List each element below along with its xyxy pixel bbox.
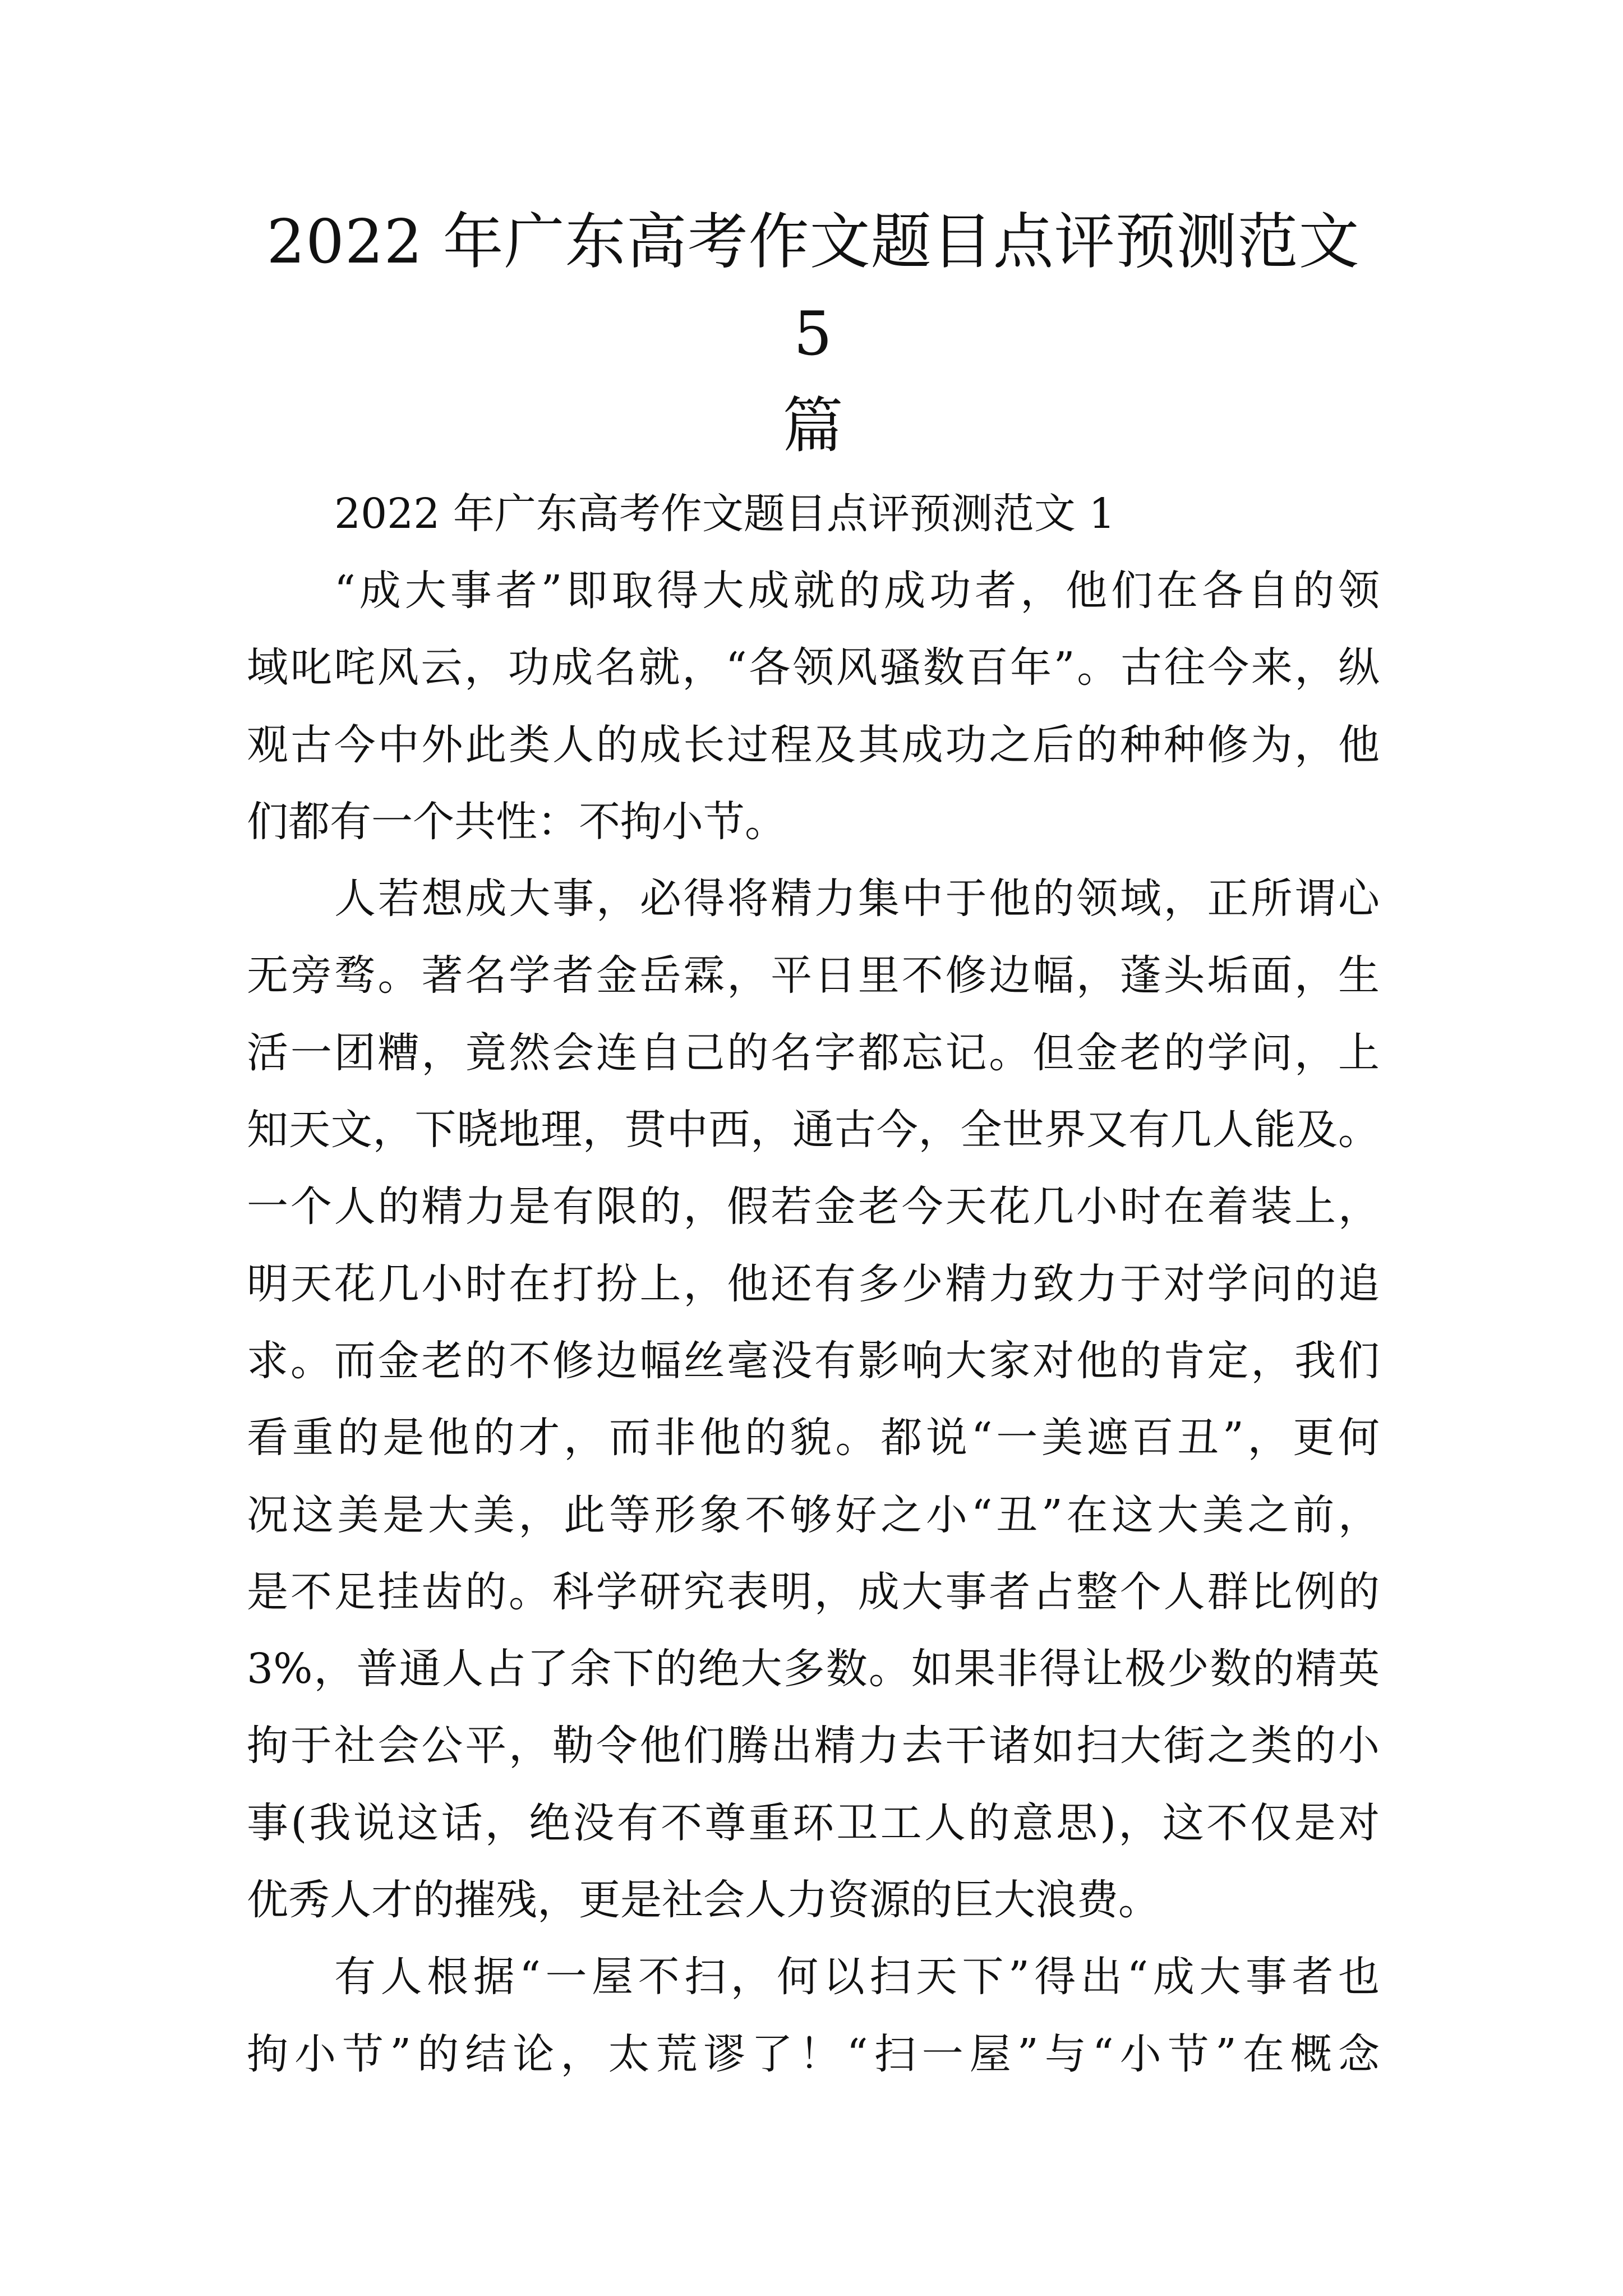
text-line: 人若想成大事，必得将精力集中于他的领域，正所谓心 — [334, 875, 1380, 923]
text-line: 3%，普通人占了余下的绝大多数。如果非得让极少数的精英 — [247, 1645, 1380, 1694]
text-line: 事(我说这话，绝没有不尊重环卫工人的意思)，这不仅是对 — [247, 1798, 1380, 1847]
text-line: 拘小节”的结论，太荒谬了！“扫一屋”与“小节”在概念 — [247, 2030, 1380, 2078]
text-line: 是不足挂齿的。科学研究表明，成大事者占整个人群比例的 — [247, 1567, 1380, 1616]
text-line: 知天文，下晓地理，贯中西，通古今，全世界又有几人能及。 — [247, 1106, 1380, 1154]
text-line: “成大事者”即取得大成就的成功者，他们在各自的领 — [334, 567, 1380, 615]
text-line: 求。而金老的不修边幅丝毫没有影响大家对他的肯定，我们 — [247, 1336, 1380, 1385]
document-title — [247, 196, 1380, 472]
paragraph — [247, 861, 1380, 1939]
title-line: 2022 年广东高考作文题目点评预测范文 5 — [266, 207, 1360, 369]
title-line: 篇 — [782, 391, 844, 461]
text-line: 明天花几小时在打扮上，他还有多少精力致力于对学问的追 — [247, 1259, 1380, 1308]
text-line: 优秀人才的摧残，更是社会人力资源的巨大浪费。 — [247, 1876, 1160, 1925]
text-line: 们都有一个共性：不拘小节。 — [247, 797, 786, 846]
text-line: 拘于社会公平，勒令他们腾出精力去干诸如扫大街之类的小 — [247, 1722, 1380, 1770]
text-line: 看重的是他的才，而非他的貌。都说“一美遮百丑”，更何 — [247, 1414, 1380, 1462]
text-line: 域叱咤风云，功成名就，“各领风骚数百年”。古往今来，纵 — [247, 643, 1380, 692]
document-body — [247, 476, 1380, 2093]
text-line: 无旁骛。著名学者金岳霖，平日里不修边幅，蓬头垢面，生 — [247, 951, 1380, 1000]
text-line: 一个人的精力是有限的，假若金老今天花几小时在着装上， — [247, 1182, 1380, 1231]
text-line: 观古今中外此类人的成长过程及其成功之后的种种修为，他 — [247, 720, 1380, 769]
text-line: 况这美是大美，此等形象不够好之小“丑”在这大美之前， — [247, 1490, 1380, 1539]
text-line: 有人根据“一屋不扫，何以扫天下”得出“成大事者也 — [334, 1953, 1380, 2001]
text-line: 活一团糟，竟然会连自己的名字都忘记。但金老的学问，上 — [247, 1028, 1380, 1077]
essay-subtitle: 2022 年广东高考作文题目点评预测范文 1 — [334, 490, 1115, 538]
paragraph — [247, 1939, 1380, 2093]
paragraph — [247, 553, 1380, 861]
